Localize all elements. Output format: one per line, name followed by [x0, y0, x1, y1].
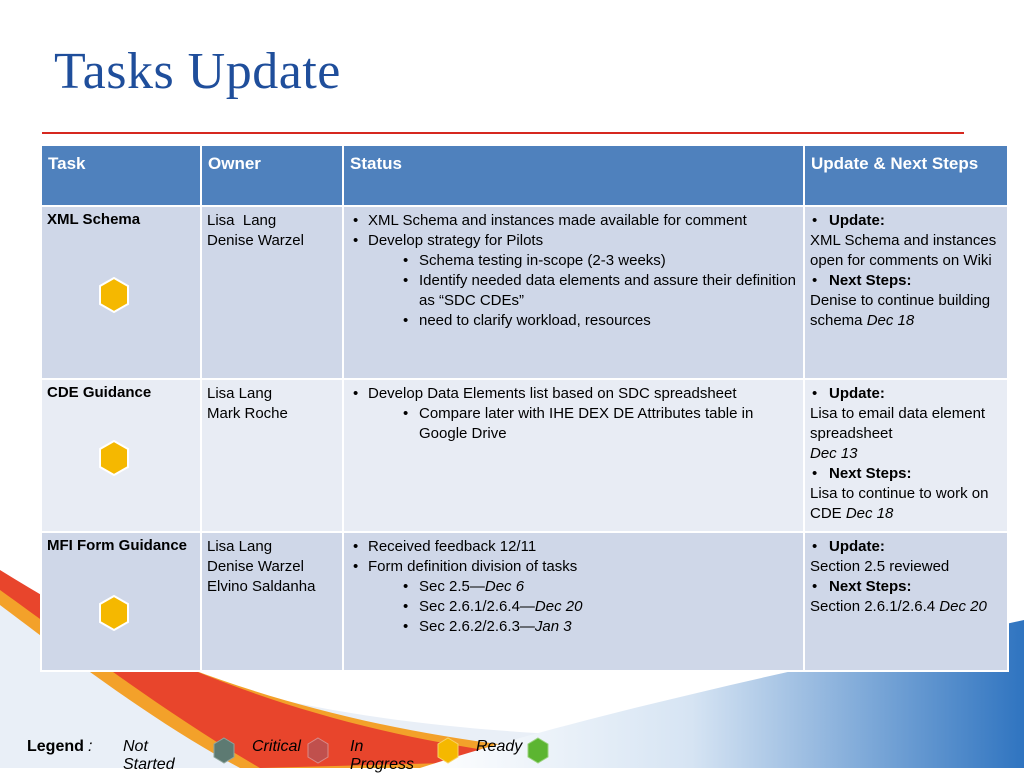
task-name: CDE Guidance: [47, 384, 152, 401]
status-subitem: • need to clarify workload, resources: [349, 311, 797, 331]
status-item: • Form definition division of tasks: [349, 557, 797, 577]
owner-name: Elvino Saldanha: [207, 578, 316, 595]
legend-colon: :: [88, 738, 93, 755]
update-label: • Update:: [810, 384, 1001, 404]
owner-name: Lisa Lang: [207, 385, 273, 402]
update-text: Section 2.5 reviewed: [810, 558, 950, 575]
owner-name: Denise Warzel: [207, 558, 304, 575]
next-steps-label: • Next Steps:: [810, 271, 1001, 291]
slide-title: Tasks Update: [54, 43, 341, 100]
update-text: XML Schema and instances open for comments on Wiki: [810, 232, 997, 269]
table-header-row: [41, 145, 1008, 206]
next-steps-text: [810, 597, 1001, 617]
task-cell: [41, 532, 201, 671]
subitem-date: Jan 3: [534, 618, 572, 635]
header-status: Status: [343, 145, 804, 206]
status-cell: [343, 206, 804, 379]
header-task: Task: [41, 145, 201, 206]
subitem-date: Dec 6: [484, 578, 525, 595]
status-subitem: • Schema testing in-scope (2-3 weeks): [349, 251, 797, 271]
status-subitem: [349, 597, 797, 617]
legend-item-label: Critical: [252, 738, 301, 755]
not-started-hexagon-icon: [213, 737, 235, 764]
next-steps-body: Denise to continue building schema: [810, 292, 991, 329]
header-owner: Owner: [201, 145, 343, 206]
critical-hexagon-icon: [307, 737, 329, 764]
update-label: • Update:: [810, 537, 1001, 557]
table-row: [41, 532, 1008, 671]
owner-name: Denise Warzel: [207, 232, 304, 249]
status-cell: [343, 379, 804, 532]
in-progress-hexagon-icon: [98, 440, 130, 476]
next-steps-body: Lisa to continue to work on CDE: [810, 485, 989, 522]
update-cell: [804, 206, 1008, 379]
status-item: • Received feedback 12/11: [349, 537, 797, 557]
title-divider: [42, 132, 964, 134]
table-row: [41, 379, 1008, 532]
status-subitem: [349, 577, 797, 597]
owner-cell: [201, 532, 343, 671]
legend-label: Legend: [27, 738, 84, 755]
update-cell: [804, 532, 1008, 671]
task-cell: [41, 206, 201, 379]
next-steps-body: Section 2.6.1/2.6.4: [810, 598, 936, 615]
next-steps-text: [810, 291, 1001, 331]
ready-hexagon-icon: [527, 737, 549, 764]
tasks-table: [40, 144, 1009, 672]
owner-name: Lisa Lang: [207, 212, 277, 229]
status-subitem: • Compare later with IHE DEX DE Attributes table in Google Drive: [349, 404, 797, 444]
table-row: [41, 206, 1008, 379]
next-steps-date: Dec 18: [845, 505, 894, 522]
next-steps-date: Dec 18: [866, 312, 915, 329]
owner-name: Mark Roche: [207, 405, 288, 422]
update-cell: [804, 379, 1008, 532]
status-item: • Develop Data Elements list based on SDC spreadsheet: [349, 384, 797, 404]
task-name: XML Schema: [47, 211, 141, 228]
owner-cell: [201, 206, 343, 379]
update-text: Lisa to email data element spreadsheet: [810, 405, 986, 442]
header-update-next-steps: Update & Next Steps: [804, 145, 1008, 206]
next-steps-label: • Next Steps:: [810, 577, 1001, 597]
next-steps-label: • Next Steps:: [810, 464, 1001, 484]
subitem-text: Sec 2.5—: [419, 578, 485, 595]
status-item: • Develop strategy for Pilots: [349, 231, 797, 251]
subitem-date: Dec 20: [534, 598, 583, 615]
legend-item-label: In Progress: [350, 738, 415, 773]
update-label: • Update:: [810, 211, 1001, 231]
task-cell: [41, 379, 201, 532]
task-name: MFI Form Guidance: [47, 537, 188, 554]
legend-item-label: Not Started: [123, 738, 175, 773]
status-subitem: [349, 617, 797, 637]
next-steps-text: [810, 484, 1001, 524]
status-cell: [343, 532, 804, 671]
legend-item-label: Ready: [476, 738, 523, 755]
next-steps-date: Dec 20: [939, 598, 987, 615]
in-progress-hexagon-icon: [98, 595, 130, 631]
owner-cell: [201, 379, 343, 532]
subitem-text: Sec 2.6.2/2.6.3—: [419, 618, 535, 635]
in-progress-hexagon-icon: [98, 277, 130, 313]
owner-name: Lisa Lang: [207, 538, 273, 555]
status-subitem: • Identify needed data elements and assure their definition as “SDC CDEs”: [349, 271, 797, 311]
in-progress-hexagon-icon: [437, 737, 459, 764]
update-date: Dec 13: [810, 445, 858, 462]
status-item: • XML Schema and instances made available for comment: [349, 211, 797, 231]
subitem-text: Sec 2.6.1/2.6.4—: [419, 598, 535, 615]
